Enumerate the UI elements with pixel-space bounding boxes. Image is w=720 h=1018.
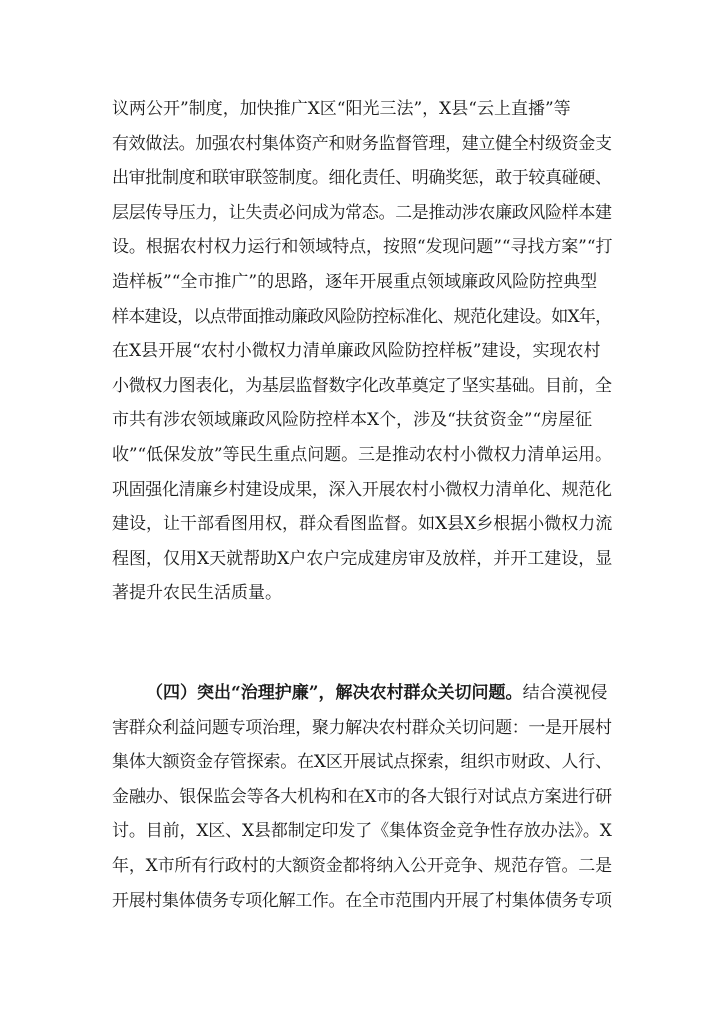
text-line: 开展村集体债务专项化解工作。在全市范围内开展了村集体债务专项 — [112, 890, 612, 911]
text-line: 建设，让干部看图用权，群众看图监督。如X县X乡根据小微权力流 — [112, 514, 613, 535]
text-line: 议两公开”制度，加快推广X区“阳光三法”，X县“云上直播”等 — [112, 99, 571, 119]
text-line: 设。根据农村权力运行和领域特点，按照“发现问题”“寻找方案”“打 — [112, 237, 613, 258]
text-line: 造样板”“全市推广”的思路，逐年开展重点领域廉政风险防控典型 — [112, 271, 598, 292]
text-line: 出审批制度和联审联签制度。细化责任、明确奖惩，敢于较真碰硬、 — [112, 168, 612, 189]
text-line: 程图，仅用X天就帮助X户农户完成建房审及放样，并开工建设，显 — [112, 548, 613, 569]
text-line: 害群众利益问题专项治理，聚力解决农村群众关切问题：一是开展村 — [112, 717, 612, 738]
body-paragraph-1 — [112, 92, 612, 611]
text-line: 年，X市所有行政村的大额资金都将纳入公开竞争、规范存管。二是 — [112, 855, 612, 876]
text-line: 著提升农民生活质量。 — [112, 583, 282, 604]
text-line: 收”“低保发放”等民生重点问题。三是推动农村小微权力清单运用。 — [112, 444, 612, 465]
text-line: 在X县开展“农村小微权力清单廉政风险防控样板”建设，实现农村 — [112, 341, 601, 362]
text-line: 讨。目前，X区、X县都制定印发了《集体资金竞争性存放办法》。X — [112, 821, 612, 842]
text-line: 金融办、银保监会等各大机构和在X市的各大银行对试点方案进行研 — [112, 786, 612, 807]
text-line: 集体大额资金存管探索。在X区开展试点探索，组织市财政、人行、 — [112, 752, 612, 773]
section-heading: （四）突出“治理护廉”，解决农村群众关切问题。 — [146, 683, 523, 703]
text-line-with-heading — [112, 676, 612, 711]
heading-line-rest: 结合漠视侵 — [522, 683, 608, 703]
text-line: 有效做法。加强农村集体资产和财务监督管理，建立健全村级资金支 — [112, 133, 612, 154]
text-line: 市共有涉农领域廉政风险防控样本X个，涉及“扶贫资金”“房屋征 — [112, 410, 593, 431]
text-line: 样本建设，以点带面推动廉政风险防控标准化、规范化建设。如X年， — [112, 306, 612, 327]
text-line: 小微权力图表化，为基层监督数字化改革奠定了坚实基础。目前，全 — [112, 375, 612, 396]
text-line: 巩固强化清廉乡村建设成果，深入开展农村小微权力清单化、规范化 — [112, 479, 612, 500]
body-paragraph-2 — [112, 676, 612, 918]
text-line: 层层传导压力，让失责必问成为常态。二是推动涉农廉政风险样本建 — [112, 202, 612, 223]
